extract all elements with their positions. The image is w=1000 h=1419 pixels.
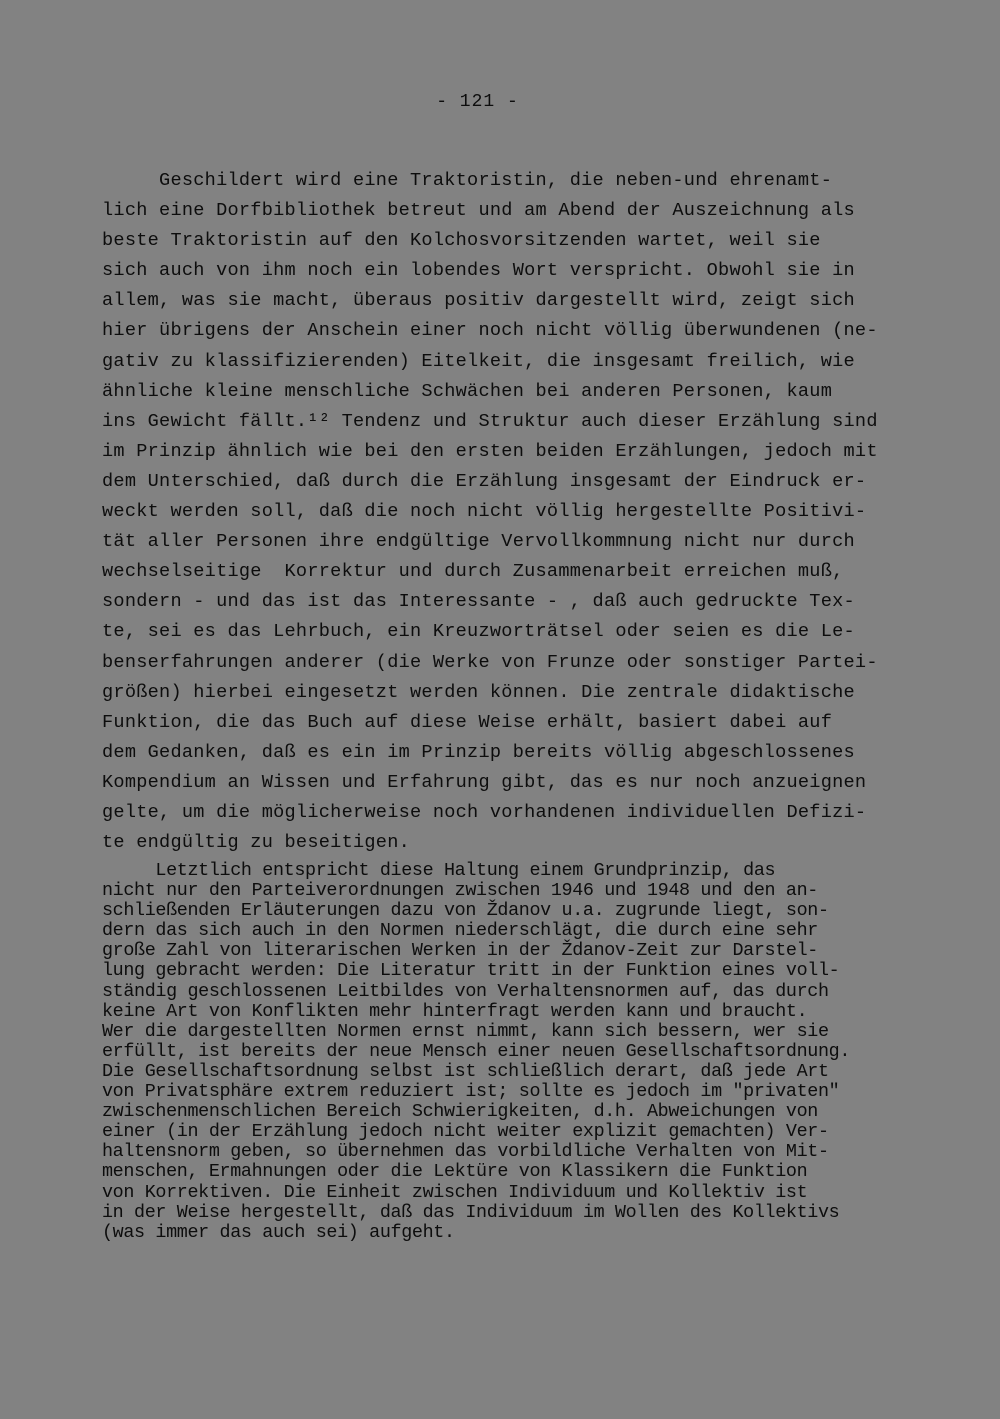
text-line: (was immer das auch sei) aufgeht.: [102, 1221, 455, 1243]
text-line: menschen, Ermahnungen oder die Lektüre von Klassikern die Funktion: [102, 1161, 808, 1183]
text-line: lung gebracht werden: Die Literatur tritt in der Funktion eines voll-: [102, 960, 840, 982]
text-line: wechselseitige Korrektur und durch Zusammenarbeit erreichen muß,: [102, 561, 844, 583]
text-line: große Zahl von literarischen Werken in der Ždanov-Zeit zur Darstel-: [102, 940, 818, 962]
text-line: Wer die dargestellten Normen ernst nimmt, kann sich bessern, wer sie: [102, 1020, 829, 1042]
text-line: schließenden Erläuterungen dazu von Ždanov u.a. zugrunde liegt, son-: [102, 900, 829, 922]
text-line: haltensnorm geben, so übernehmen das vorbildliche Verhalten von Mit-: [102, 1141, 829, 1163]
text-line: dem Gedanken, daß es ein im Prinzip bereits völlig abgeschlossenes: [102, 741, 855, 763]
text-line: te, sei es das Lehrbuch, ein Kreuzworträtsel oder seien es die Le-: [102, 621, 855, 643]
text-line: Die Gesellschaftsordnung selbst ist schließlich derart, daß jede Art: [102, 1060, 829, 1082]
text-line: Geschildert wird eine Traktoristin, die neben-und ehrenamt-: [102, 170, 833, 191]
text-line: gelte, um die möglicherweise noch vorhandenen individuellen Defizi-: [102, 801, 867, 823]
text-line: ständig geschlossenen Leitbildes von Verhaltensnormen auf, das durch: [102, 980, 829, 1002]
text-line: hier übrigens der Anschein einer noch nicht völlig überwundenen (ne-: [102, 320, 878, 342]
text-line: in der Weise hergestellt, daß das Individuum im Wollen des Kollektivs: [102, 1201, 840, 1223]
text-line: nicht nur den Parteiverordnungen zwischen 1946 und 1948 und den an-: [102, 880, 818, 902]
text-line: Letztlich entspricht diese Haltung einem Grundprinzip, das: [102, 860, 776, 881]
text-line: benserfahrungen anderer (die Werke von Frunze oder sonstiger Partei-: [102, 651, 878, 673]
text-line: einer (in der Erzählung jedoch nicht weiter explizit gemachten) Ver-: [102, 1121, 829, 1143]
page-number: - 121 -: [436, 92, 519, 112]
text-line: dern das sich auch in den Normen niederschlägt, die durch eine sehr: [102, 920, 818, 942]
text-line: sondern - und das ist das Interessante - , daß auch gedruckte Tex-: [102, 591, 855, 613]
text-line: größen) hierbei eingesetzt werden können. Die zentrale didaktische: [102, 681, 855, 703]
text-line: gativ zu klassifizierenden) Eitelkeit, die insgesamt freilich, wie: [102, 350, 855, 372]
text-line: beste Traktoristin auf den Kolchosvorsitzenden wartet, weil sie: [102, 230, 821, 252]
text-line: allem, was sie macht, überaus positiv dargestellt wird, zeigt sich: [102, 290, 855, 312]
text-line: keine Art von Konflikten mehr hinterfragt werden kann und braucht.: [102, 1000, 808, 1022]
text-line: ähnliche kleine menschliche Schwächen bei anderen Personen, kaum: [102, 380, 833, 402]
text-line: im Prinzip ähnlich wie bei den ersten beiden Erzählungen, jedoch mit: [102, 440, 878, 462]
text-line: erfüllt, ist bereits der neue Mensch einer neuen Gesellschaftsordnung.: [102, 1040, 851, 1062]
text-line: sich auch von ihm noch ein lobendes Wort verspricht. Obwohl sie in: [102, 260, 855, 282]
text-line: te endgültig zu beseitigen.: [102, 832, 411, 854]
text-line: von Privatsphäre extrem reduziert ist; sollte es jedoch im "privaten": [102, 1081, 840, 1103]
paragraph-1: [102, 166, 878, 858]
text-line: zwischenmenschlichen Bereich Schwierigkeiten, d.h. Abweichungen von: [102, 1101, 818, 1123]
text-line: dem Unterschied, daß durch die Erzählung insgesamt der Eindruck er-: [102, 470, 867, 492]
text-line: ins Gewicht fällt.¹² Tendenz und Struktur auch dieser Erzählung sind: [102, 410, 878, 432]
text-line: von Korrektiven. Die Einheit zwischen Individuum und Kollektiv ist: [102, 1181, 808, 1203]
text-line: Kompendium an Wissen und Erfahrung gibt, das es nur noch anzueignen: [102, 771, 867, 793]
text-line: tät aller Personen ihre endgültige Vervollkommnung nicht nur durch: [102, 531, 855, 553]
text-line: lich eine Dorfbibliothek betreut und am Abend der Auszeichnung als: [102, 200, 855, 222]
text-line: Funktion, die das Buch auf diese Weise erhält, basiert dabei auf: [102, 711, 833, 733]
text-line: weckt werden soll, daß die noch nicht völlig hergestellte Positivi-: [102, 501, 867, 523]
paragraph-2: [102, 861, 850, 1243]
